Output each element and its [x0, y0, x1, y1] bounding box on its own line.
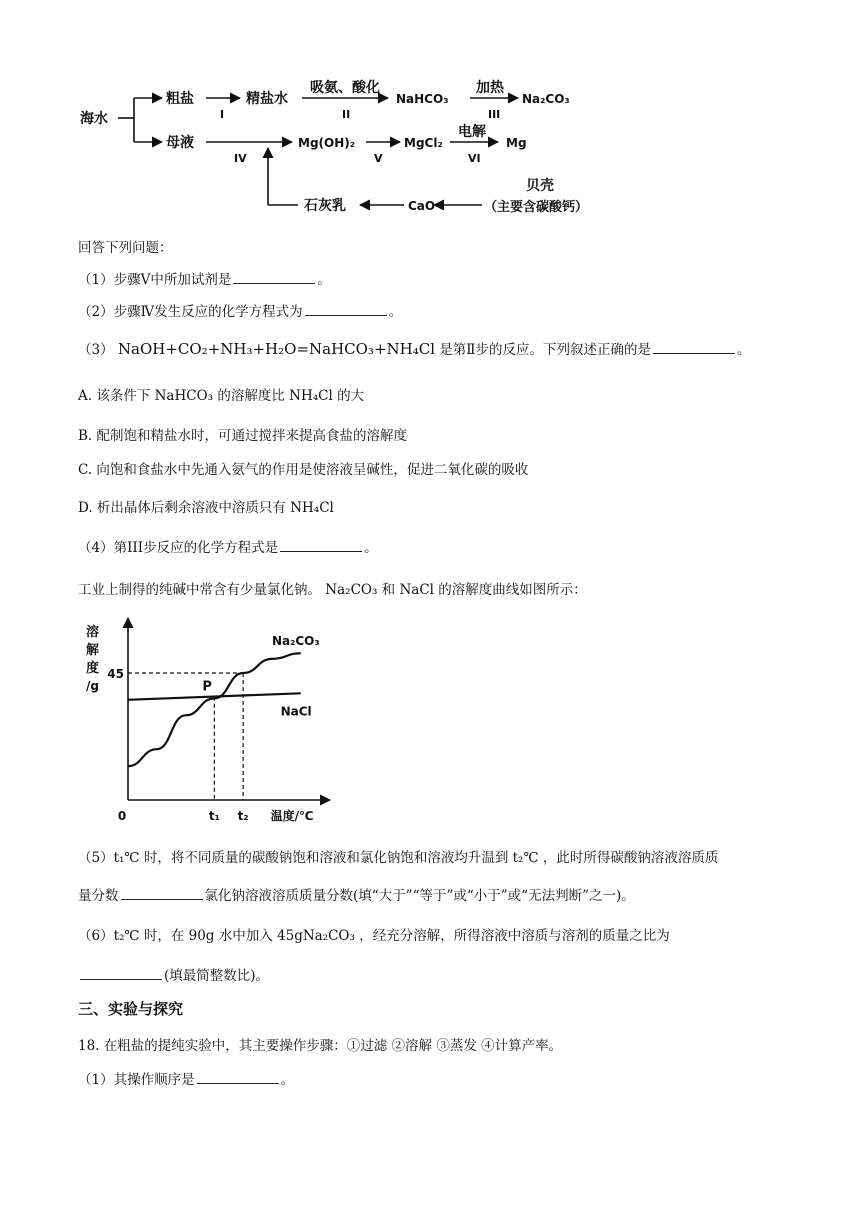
answer-blank-3[interactable] [653, 341, 735, 354]
question-18-1 [78, 1068, 294, 1088]
solubility-chart [78, 612, 338, 822]
flow-shell: 贝壳 [526, 178, 554, 194]
answer-blank-5[interactable] [121, 887, 203, 900]
flow-step-2: II [342, 108, 351, 121]
section-heading-3: 三、实验与探究 [78, 1000, 184, 1018]
answer-intro: 回答下列问题： [78, 240, 173, 256]
option-b: B. 配制饱和精盐水时，可通过搅拌来提高食盐的溶解度 [78, 428, 408, 444]
y-tick-45: 45 [107, 666, 124, 681]
question-3 [78, 338, 751, 358]
question-1-end: 。 [317, 272, 331, 288]
origin-label: 0 [117, 809, 127, 822]
question-4-end: 。 [364, 540, 378, 556]
question-4 [78, 536, 378, 556]
question-1 [78, 268, 331, 288]
question-18: 18. 在粗盐的提纯实验中，其主要操作步骤：①过滤 ②溶解 ③蒸发 ④计算产率。 [78, 1038, 563, 1054]
flow-refined-brine: 精盐水 [246, 91, 288, 107]
question-3-suffix: 是第Ⅱ步的反应。下列叙述正确的是 [439, 342, 651, 358]
flow-cao: CaO [408, 199, 436, 213]
seawater-flow-diagram [70, 68, 630, 220]
question-6-line-1: （6）t₂℃ 时，在 90g 水中加入 45gNa₂CO₃ ，经充分溶解，所得溶液中溶质与溶剂的质量之比为 [78, 928, 670, 944]
flow-shell-note: （主要含碳酸钙） [484, 200, 589, 215]
answer-blank-1[interactable] [233, 271, 315, 284]
flow-step-5: V [374, 152, 383, 165]
answer-blank-6[interactable] [80, 967, 162, 980]
flow-mg: Mg [506, 136, 527, 150]
flow-lime-milk: 石灰乳 [304, 198, 346, 214]
option-a: A. 该条件下 NaHCO₃ 的溶解度比 NH₄Cl 的大 [78, 388, 365, 404]
question-3-equation: NaOH+CO₂+NH₃+H₂O=NaHCO₃+NH₄Cl [117, 340, 436, 358]
flow-step-6: VI [468, 152, 481, 165]
flow-heating: 加热 [476, 80, 504, 96]
flow-mgcl2: MgCl₂ [404, 136, 443, 150]
question-2-end: 。 [388, 304, 403, 320]
flow-step-4: IV [234, 152, 247, 165]
question-18-1-text: （1）其操作顺序是 [78, 1072, 195, 1088]
series-label-na2co3: Na₂CO₃ [271, 633, 320, 648]
flow-electrolysis: 电解 [458, 124, 486, 140]
question-2-text: （2）步骤Ⅳ发生反应的化学方程式为 [78, 304, 303, 320]
question-4-text: （4）第III步反应的化学方程式是 [78, 540, 279, 556]
flow-mother-liquor: 母液 [166, 135, 194, 151]
question-6-line-2 [78, 964, 269, 984]
flow-na2co3: Na₂CO₃ [522, 92, 570, 106]
flow-absorb-acidify: 吸氨、酸化 [310, 80, 380, 96]
y-axis-label-3: 度 [86, 661, 100, 676]
series-label-nacl: NaCl [280, 704, 312, 719]
x-tick-t2: t₂ [237, 809, 249, 822]
answer-blank-2[interactable] [305, 303, 387, 316]
flow-seawater: 海水 [80, 111, 108, 127]
option-d: D. 析出晶体后剩余溶液中溶质只有 NH₄Cl [78, 500, 334, 516]
question-3-prefix: （3） [78, 342, 114, 358]
x-axis-label: 温度/℃ [270, 809, 314, 822]
question-3-end: 。 [737, 342, 751, 358]
answer-blank-18-1[interactable] [197, 1071, 279, 1084]
flow-step-3: III [488, 108, 501, 121]
intersection-point-label: P [202, 679, 212, 695]
question-18-1-end: 。 [280, 1072, 295, 1088]
flow-nahco3: NaHCO₃ [396, 92, 449, 106]
question-6-text: (填最简整数比)。 [164, 968, 270, 984]
x-tick-t1: t₁ [208, 809, 220, 822]
question-5-line-1: （5）t₁℃ 时，将不同质量的碳酸钠饱和溶液和氯化钠饱和溶液均升温到 t₂℃ ，此时所得碳酸钠溶液溶质质 [78, 850, 719, 866]
flow-mgoh2: Mg(OH)₂ [298, 136, 355, 150]
y-axis-label-4: /g [86, 679, 99, 693]
answer-blank-4[interactable] [280, 539, 362, 552]
question-1-text: （1）步骤Ⅴ中所加试剂是 [78, 272, 232, 288]
flow-crude-salt: 粗盐 [166, 91, 194, 107]
flow-step-1: I [220, 108, 225, 121]
option-c: C. 向饱和食盐水中先通入氨气的作用是使溶液呈碱性，促进二氧化碳的吸收 [78, 462, 529, 478]
question-5-line-2 [78, 884, 635, 904]
y-axis-label-1: 溶 [86, 625, 100, 640]
question-5-text-a: 量分数 [78, 888, 119, 904]
question-5-text-b: 氯化钠溶液溶质质量分数(填“大于”“等于”或“小于”或“无法判断”之一)。 [204, 888, 635, 904]
industry-intro: 工业上制得的纯碱中常含有少量氯化钠。 Na₂CO₃ 和 NaCl 的溶解度曲线如图所示： [78, 582, 587, 598]
y-axis-label-2: 解 [86, 643, 100, 658]
question-2 [78, 300, 402, 320]
